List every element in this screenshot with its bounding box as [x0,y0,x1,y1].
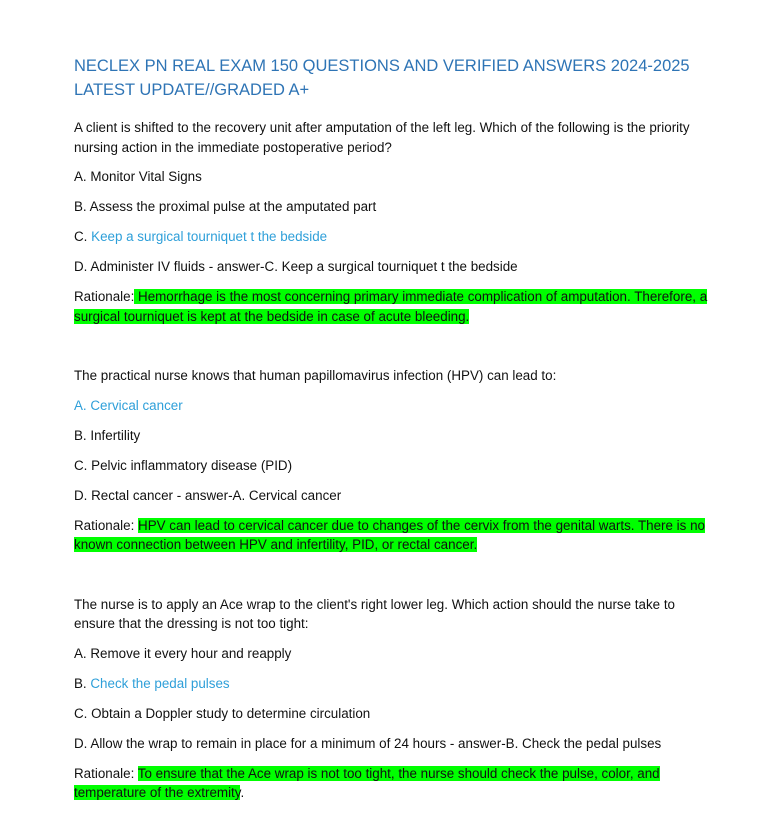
option-c [74,456,717,476]
option-d [74,257,717,277]
option-letter: C. [74,705,88,721]
option-text-correct: Cervical cancer [90,397,183,413]
option-d [74,486,717,506]
option-letter: D. [74,487,88,503]
option-letter-correct: A. [74,397,87,413]
option-letter: B. [74,199,87,214]
option-a [74,644,717,664]
rationale-label: Rationale: [74,289,135,304]
rationale [74,516,717,555]
option-d [74,734,717,754]
rationale-highlight: To ensure that the Ace wrap is not too tight, the nurse should check the pulse, color, and temperature of the extremity [74,765,660,800]
option-letter: B. [74,427,87,443]
rationale-highlight: HPV can lead to cervical cancer due to changes of the cervix from the genital warts. There is no known connection between HPV and infertility, PID, or rectal cancer. [74,517,705,552]
option-c [74,227,717,247]
option-b [74,197,717,217]
question-text: The practical nurse knows that human papillomavirus infection (HPV) can lead to: [74,368,557,383]
rationale-highlight: Hemorrhage is the most concerning primary immediate complication of amputation. Therefore, a surgical tourniquet is kept at the bedside in case of acute bleeding. [74,289,708,324]
rationale [74,287,717,326]
option-c [74,704,717,724]
question-text: A client is shifted to the recovery unit after amputation of the left leg. Which of the following is the priority nursing action in the immediate postoperative period? [74,120,690,155]
option-text: Rectal cancer - answer-A. Cervical cancer [91,487,342,503]
rationale [74,764,717,803]
rationale-tail: . [240,785,245,800]
option-a [74,167,717,187]
option-b [74,674,717,694]
question-block-3 [74,595,717,803]
rationale-label: Rationale: [74,765,135,781]
option-text: Allow the wrap to remain in place for a minimum of 24 hours - answer-B. Check the pedal pulses [90,735,662,751]
option-letter: C. [74,457,88,473]
option-text: Administer IV fluids - answer-C. Keep a surgical tourniquet t the bedside [90,259,518,274]
option-letter: D. [74,735,88,751]
option-text-correct: Check the pedal pulses [90,675,230,691]
document-title: NECLEX PN REAL EXAM 150 QUESTIONS AND VERIFIED ANSWERS 2024-2025 LATEST UPDATE//GRADED A+ [74,57,690,99]
option-letter: C. [74,229,88,244]
question-text: The nurse is to apply an Ace wrap to the client's right lower leg. Which action should the nurse take to ensure that the dressing is not too tight: [74,596,675,631]
option-letter: D. [74,259,88,274]
question-block-2 [74,366,717,555]
option-b [74,426,717,446]
option-text: Obtain a Doppler study to determine circulation [91,705,371,721]
rationale-label: Rationale: [74,517,135,533]
option-text: Infertility [90,427,141,443]
option-text-correct: Keep a surgical tourniquet t the bedside [91,229,328,244]
option-text: Remove it every hour and reapply [90,645,292,661]
option-a [74,396,717,416]
option-text: Monitor Vital Signs [90,169,202,184]
option-letter: A. [74,645,87,661]
question-block-1 [74,118,717,326]
option-text: Assess the proximal pulse at the amputated part [89,199,377,214]
option-letter: B. [74,675,87,691]
option-letter: A. [74,169,87,184]
option-text: Pelvic inflammatory disease (PID) [91,457,293,473]
